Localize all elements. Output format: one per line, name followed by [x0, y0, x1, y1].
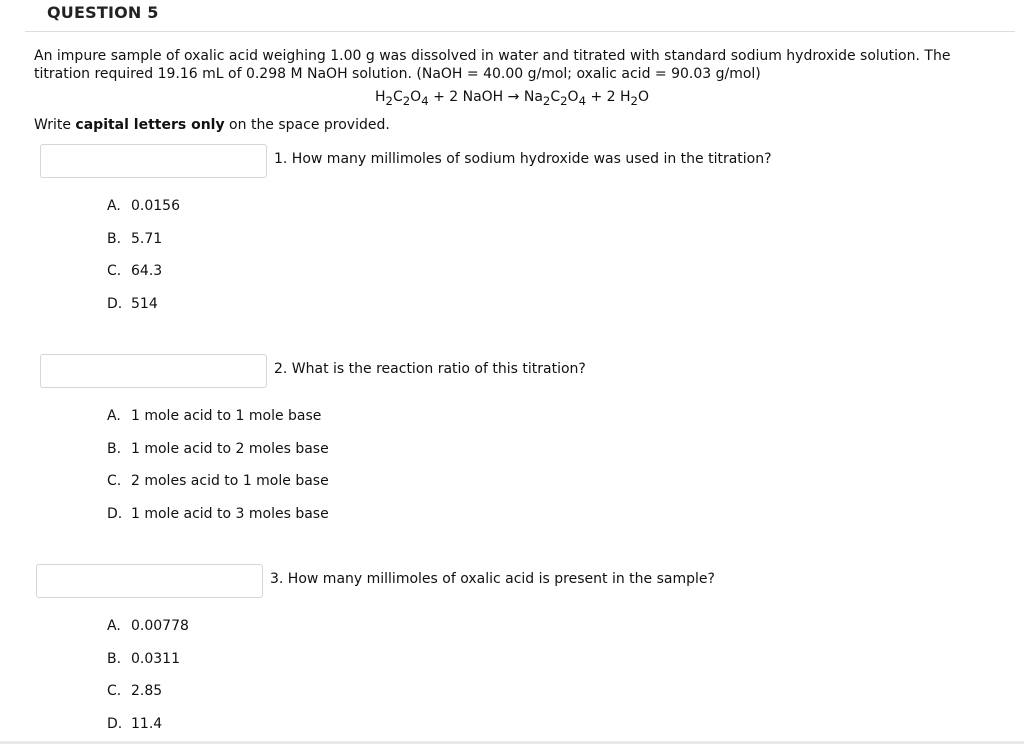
option-1b	[107, 231, 162, 247]
option-text: 0.0156	[131, 198, 180, 214]
option-letter: A.	[107, 408, 121, 424]
option-text: 514	[131, 296, 158, 312]
option-3c	[107, 683, 162, 699]
option-text: 11.4	[131, 716, 163, 732]
eq-part: H	[375, 89, 386, 105]
instruction-prefix: Write	[34, 117, 76, 133]
option-letter: A.	[107, 618, 121, 634]
eq-part: C	[550, 89, 561, 105]
eq-part: + 2 H	[586, 89, 631, 105]
option-2a	[107, 408, 321, 424]
eq-subscript: 2	[402, 93, 411, 108]
chemical-equation	[0, 89, 1024, 108]
question-3-prompt: 3. How many millimoles of oxalic acid is present in the sample?	[270, 571, 715, 587]
option-text: 0.00778	[131, 618, 189, 634]
option-letter: B.	[107, 441, 122, 457]
instruction-suffix: on the space provided.	[224, 117, 390, 133]
arrow-icon: →	[507, 89, 520, 105]
option-letter: A.	[107, 198, 121, 214]
option-text: 2.85	[131, 683, 163, 699]
option-1d	[107, 296, 158, 312]
title-divider	[25, 31, 1015, 32]
eq-part: O	[410, 89, 422, 105]
option-letter: B.	[107, 231, 122, 247]
question-2-prompt: 2. What is the reaction ratio of this titration?	[274, 361, 586, 377]
option-letter: D.	[107, 716, 123, 732]
eq-subscript: 4	[421, 93, 429, 108]
question-intro: An impure sample of oxalic acid weighing 1.00 g was dissolved in water and titrated with standard sodium hydroxide solution. The titration required 19.16 mL of 0.298 M NaOH solution. (NaOH = 40.00 g/mol; oxalic acid = 90.03 g/mol)	[34, 48, 951, 82]
option-letter: D.	[107, 506, 123, 522]
question-1-prompt: 1. How many millimoles of sodium hydroxide was used in the titration?	[274, 151, 772, 167]
eq-part: O	[567, 89, 579, 105]
option-3a	[107, 618, 189, 634]
eq-part: Na	[519, 89, 543, 105]
option-text: 1 mole acid to 1 mole base	[131, 408, 322, 424]
answer-input-3[interactable]	[36, 564, 263, 598]
option-2c	[107, 473, 329, 489]
option-letter: C.	[107, 263, 122, 279]
option-1a	[107, 198, 180, 214]
instruction-text	[34, 117, 390, 133]
option-letter: B.	[107, 651, 122, 667]
option-1c	[107, 263, 162, 279]
option-text: 5.71	[131, 231, 163, 247]
option-letter: C.	[107, 473, 122, 489]
eq-part: + 2 NaOH	[428, 89, 508, 105]
instruction-bold: capital letters only	[75, 117, 225, 133]
option-2d	[107, 506, 329, 522]
eq-subscript: 4	[578, 93, 586, 108]
eq-subscript: 2	[385, 93, 393, 108]
option-letter: D.	[107, 296, 123, 312]
option-text: 64.3	[131, 263, 163, 279]
answer-input-2[interactable]	[40, 354, 267, 388]
option-text: 0.0311	[131, 651, 180, 667]
eq-part: O	[637, 89, 649, 105]
eq-subscript: 2	[560, 93, 568, 108]
answer-input-1[interactable]	[40, 144, 267, 178]
question-title: QUESTION 5	[47, 3, 159, 22]
eq-subscript: 2	[630, 93, 638, 108]
option-3b	[107, 651, 180, 667]
option-2b	[107, 441, 329, 457]
eq-subscript: 2	[542, 93, 551, 108]
option-3d	[107, 716, 162, 732]
eq-part: C	[392, 89, 403, 105]
option-text: 1 mole acid to 3 moles base	[131, 506, 329, 522]
option-text: 1 mole acid to 2 moles base	[131, 441, 329, 457]
option-letter: C.	[107, 683, 122, 699]
option-text: 2 moles acid to 1 mole base	[131, 473, 329, 489]
